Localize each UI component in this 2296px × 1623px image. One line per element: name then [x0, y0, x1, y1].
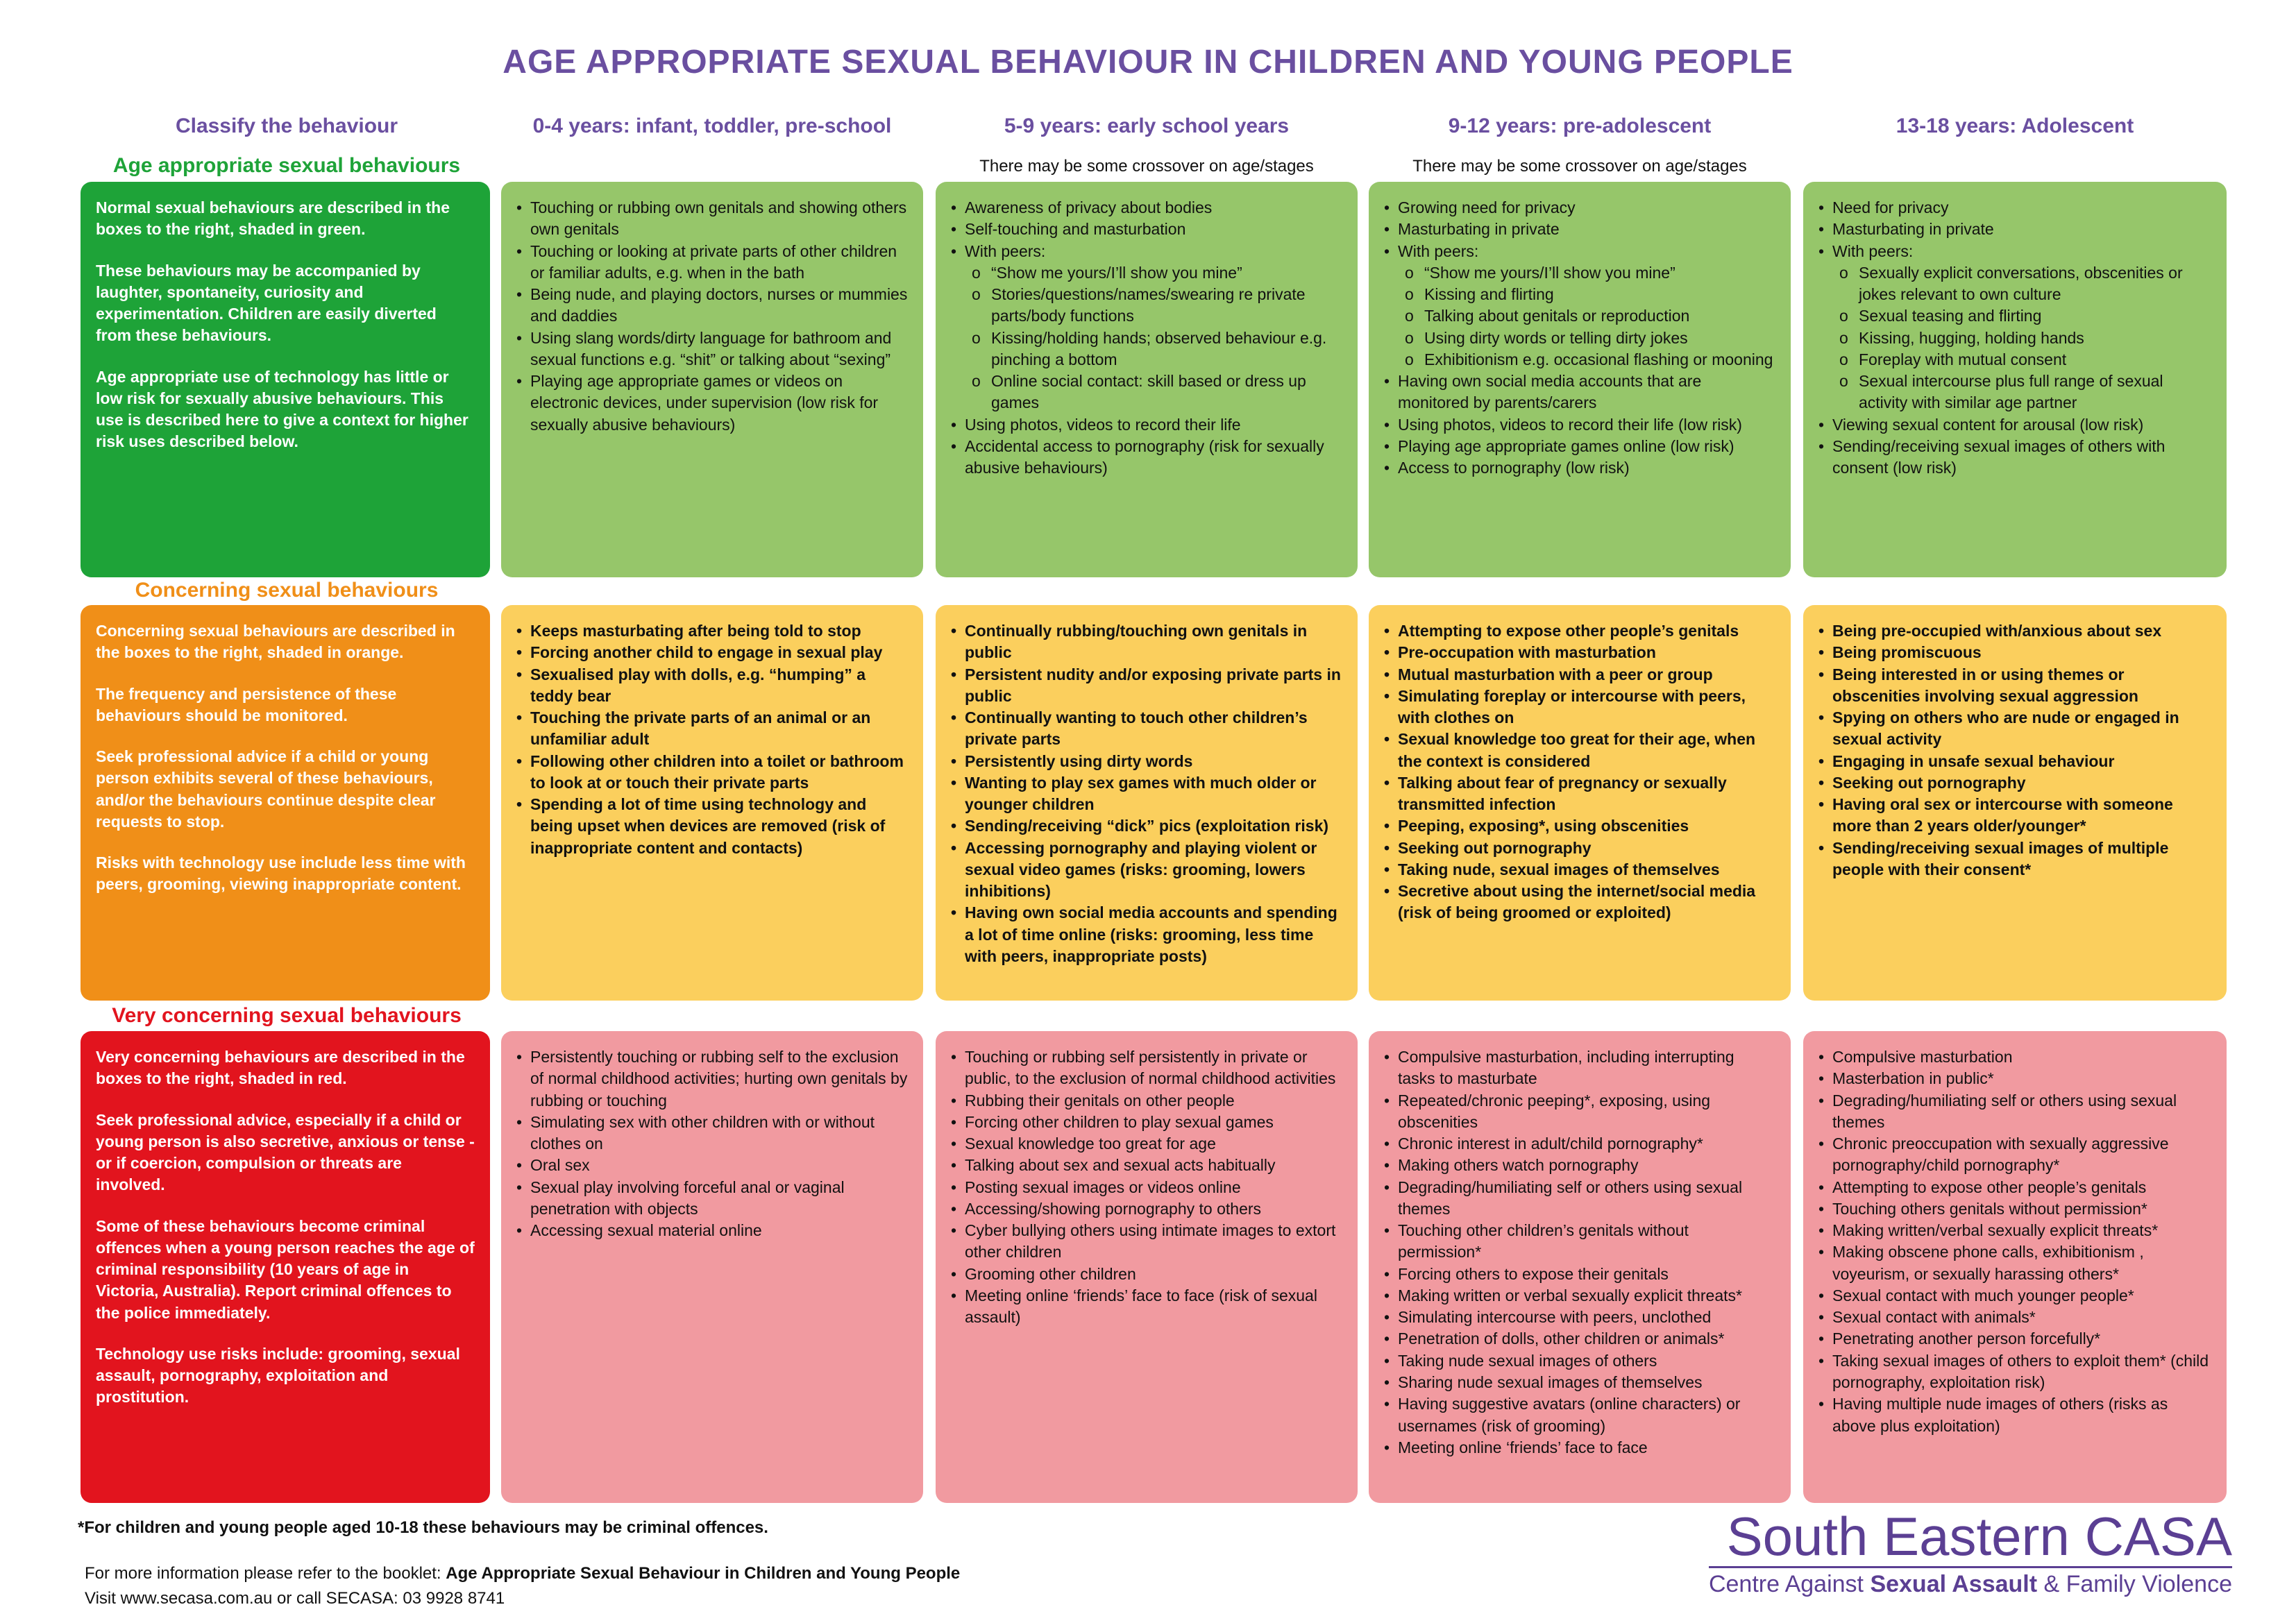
- list-item: • Persistently touching or rubbing self to the exclusion of normal childhood activities; hurting own genitals by rubbing or touching: [516, 1046, 908, 1112]
- list-item: • Sexual contact with animals*: [1818, 1307, 2211, 1328]
- footnote: *For children and young people aged 10-18 these behaviours may be criminal offences.: [78, 1518, 768, 1537]
- list-item: • Touching or rubbing self persistently in private or public, to the exclusion of normal childhood activities: [951, 1046, 1342, 1090]
- box-green-5-9: [936, 182, 1358, 577]
- box-red-0-4: [501, 1031, 923, 1503]
- list-item: • Having oral sex or intercourse with someone more than 2 years older/younger*: [1818, 794, 2211, 838]
- booklet-prefix: For more information please refer to the booklet:: [85, 1564, 446, 1583]
- box-red-9-12: [1369, 1031, 1791, 1503]
- list-item: • Making others watch pornography: [1384, 1155, 1775, 1176]
- list-item: • Being promiscuous: [1818, 642, 2211, 663]
- section-title-concerning: Concerning sexual behaviours: [135, 579, 439, 602]
- list-item: • Wanting to play sex games with much older or younger children: [951, 772, 1342, 816]
- list-item: • Pre-occupation with masturbation: [1384, 642, 1775, 663]
- secasa-logo: [1708, 1506, 2232, 1598]
- booklet-title: Age Appropriate Sexual Behaviour in Children and Young People: [446, 1564, 961, 1583]
- list-item: • Degrading/humiliating self or others using sexual themes: [1818, 1090, 2211, 1134]
- list-item: • Accidental access to pornography (risk for sexually abusive behaviours): [951, 436, 1342, 479]
- list-item: • Masturbating in private: [1384, 219, 1775, 240]
- list-item: • Oral sex: [516, 1155, 908, 1176]
- logo-tagline-suffix: & Family Violence: [2037, 1571, 2232, 1597]
- list-item: • With peers:: [1818, 241, 2211, 262]
- list-item: • Penetration of dolls, other children or animals*: [1384, 1328, 1775, 1350]
- list-item: • Sexual contact with much younger people*: [1818, 1285, 2211, 1307]
- list-item: • Meeting online ‘friends’ face to face (risk of sexual assault): [951, 1285, 1342, 1329]
- list-item: • Simulating foreplay or intercourse with peers, with clothes on: [1384, 686, 1775, 729]
- list-item: • Degrading/humiliating self or others using sexual themes: [1384, 1177, 1775, 1221]
- list-item: • Awareness of privacy about bodies: [951, 197, 1342, 219]
- list-item: • Meeting online ‘friends’ face to face: [1384, 1437, 1775, 1459]
- list-item: • Growing need for privacy: [1384, 197, 1775, 219]
- list-subitem: o Foreplay with mutual consent: [1818, 349, 2211, 371]
- list-item: • Having suggestive avatars (online characters) or usernames (risk of grooming): [1384, 1393, 1775, 1437]
- list-item: • Grooming other children: [951, 1264, 1342, 1285]
- list-item: • Taking sexual images of others to exploit them* (child pornography, exploitation risk): [1818, 1350, 2211, 1394]
- list-item: • Using slang words/dirty language for bathroom and sexual functions e.g. “shit” or talking about “sexing”: [516, 328, 908, 371]
- list-item: • Chronic preoccupation with sexually aggressive pornography/child pornography*: [1818, 1133, 2211, 1177]
- list-item: • Being interested in or using themes or obscenities involving sexual aggression: [1818, 664, 2211, 708]
- list-subitem: o Stories/questions/names/swearing re private parts/body functions: [951, 284, 1342, 328]
- list-item: • Being pre-occupied with/anxious about sex: [1818, 620, 2211, 642]
- list-item: • Chronic interest in adult/child pornography*: [1384, 1133, 1775, 1155]
- list-item: • Need for privacy: [1818, 197, 2211, 219]
- list-subitem: o Kissing and flirting: [1384, 284, 1775, 305]
- description-text: Very concerning behaviours are described in the boxes to the right, shaded in red.: [96, 1048, 465, 1088]
- list-item: • Continually wanting to touch other children’s private parts: [951, 707, 1342, 751]
- list-item: • Rubbing their genitals on other people: [951, 1090, 1342, 1112]
- list-item: • Posting sexual images or videos online: [951, 1177, 1342, 1198]
- box-green-0-4: [501, 182, 923, 577]
- description-text: Normal sexual behaviours are described in the boxes to the right, shaded in green.: [96, 198, 450, 239]
- list-item: • Compulsive masturbation, including interrupting tasks to masturbate: [1384, 1046, 1775, 1090]
- logo-tagline-bold: Sexual Assault: [1870, 1571, 2038, 1597]
- list-item: • Seeking out pornography: [1384, 838, 1775, 859]
- list-item: • Accessing/showing pornography to others: [951, 1198, 1342, 1220]
- section-title-very-concerning: Very concerning sexual behaviours: [112, 1004, 462, 1027]
- list-item: • Making obscene phone calls, exhibitionism , voyeurism, or sexually harassing others*: [1818, 1241, 2211, 1285]
- list-item: • Using photos, videos to record their life (low risk): [1384, 414, 1775, 436]
- logo-tagline-prefix: Centre Against: [1708, 1571, 1871, 1597]
- list-item: • Persistently using dirty words: [951, 751, 1342, 772]
- list-item: • Keeps masturbating after being told to stop: [516, 620, 908, 642]
- box-green-13-18: [1803, 182, 2227, 577]
- page-title: AGE APPROPRIATE SEXUAL BEHAVIOUR IN CHILDREN AND YOUNG PEOPLE: [503, 44, 1793, 80]
- list-item: • Simulating sex with other children with or without clothes on: [516, 1112, 908, 1155]
- description-text: Seek professional advice if a child or young person exhibits several of these behaviours, and/or the behaviours continue despite clear requests to stop.: [96, 747, 436, 831]
- list-item: • Persistent nudity and/or exposing private parts in public: [951, 664, 1342, 708]
- description-text: Concerning sexual behaviours are described in the boxes to the right, shaded in orange.: [96, 622, 455, 662]
- list-subitem: o Sexual intercourse plus full range of sexual activity with similar age partner: [1818, 371, 2211, 414]
- column-header-13-18: 13-18 years: Adolescent: [1896, 114, 2134, 137]
- list-subitem: o Online social contact: skill based or dress up games: [951, 371, 1342, 414]
- section-title-age-appropriate: Age appropriate sexual behaviours: [112, 154, 461, 177]
- list-item: • With peers:: [951, 241, 1342, 262]
- logo-name: South Eastern CASA: [1726, 1506, 2232, 1567]
- list-item: • Accessing sexual material online: [516, 1220, 908, 1241]
- column-header-9-12: 9-12 years: pre-adolescent: [1448, 114, 1712, 137]
- list-item: • Touching the private parts of an animal or an unfamiliar adult: [516, 707, 908, 751]
- list-item: • Talking about fear of pregnancy or sexually transmitted infection: [1384, 772, 1775, 816]
- list-item: • Mutual masturbation with a peer or group: [1384, 664, 1775, 686]
- list-item: • Being nude, and playing doctors, nurses or mummies and daddies: [516, 284, 908, 328]
- list-item: • Peeping, exposing*, using obscenities: [1384, 815, 1775, 837]
- list-item: • Engaging in unsafe sexual behaviour: [1818, 751, 2211, 772]
- list-item: • Spending a lot of time using technology and being upset when devices are removed (risk of inappropriate content and contacts): [516, 794, 908, 859]
- list-subitem: o “Show me yours/I’ll show you mine”: [951, 262, 1342, 284]
- list-item: • Spying on others who are nude or engaged in sexual activity: [1818, 707, 2211, 751]
- more-info: [85, 1561, 960, 1611]
- list-item: • Sharing nude sexual images of themselves: [1384, 1372, 1775, 1393]
- list-item: • Playing age appropriate games or videos on electronic devices, under supervision (low risk for sexually abusive behaviours): [516, 371, 908, 436]
- classify-box-age-appropriate: [81, 182, 490, 577]
- description-text: These behaviours may be accompanied by laughter, spontaneity, curiosity and experimentation. Children are easily diverted from these behaviours.: [96, 261, 437, 345]
- list-item: • Having own social media accounts and spending a lot of time online (risks: grooming, less time with peers, inappropriate posts): [951, 902, 1342, 967]
- column-header-classify: Classify the behaviour: [175, 114, 398, 137]
- list-item: • Seeking out pornography: [1818, 772, 2211, 794]
- list-subitem: o Kissing, hugging, holding hands: [1818, 328, 2211, 349]
- list-subitem: o “Show me yours/I’ll show you mine”: [1384, 262, 1775, 284]
- list-item: • Sending/receiving sexual images of others with consent (low risk): [1818, 436, 2211, 479]
- list-item: • Touching other children’s genitals without permission*: [1384, 1220, 1775, 1264]
- description-text: Risks with technology use include less time with peers, grooming, viewing inappropriate content.: [96, 853, 466, 894]
- classify-box-very-concerning: [81, 1031, 490, 1503]
- contact-info: Visit www.secasa.com.au or call SECASA: 03 9928 8741: [85, 1589, 505, 1608]
- list-item: • Penetrating another person forcefully*: [1818, 1328, 2211, 1350]
- description-text: Technology use risks include: grooming, sexual assault, pornography, exploitation and prostitution.: [96, 1344, 460, 1407]
- list-item: • Touching or rubbing own genitals and showing others own genitals: [516, 197, 908, 241]
- list-item: • Playing age appropriate games online (low risk): [1384, 436, 1775, 457]
- list-item: • Forcing other children to play sexual games: [951, 1112, 1342, 1133]
- crossover-note-5-9: There may be some crossover on age/stages: [979, 157, 1314, 176]
- list-item: • Sexual play involving forceful anal or vaginal penetration with objects: [516, 1177, 908, 1221]
- list-item: • Sending/receiving “dick” pics (exploitation risk): [951, 815, 1342, 837]
- list-item: • Sexualised play with dolls, e.g. “humping” a teddy bear: [516, 664, 908, 708]
- list-item: • Talking about sex and sexual acts habitually: [951, 1155, 1342, 1176]
- list-subitem: o Using dirty words or telling dirty jokes: [1384, 328, 1775, 349]
- list-item: • Taking nude sexual images of others: [1384, 1350, 1775, 1372]
- list-item: • Having multiple nude images of others (risks as above plus exploitation): [1818, 1393, 2211, 1437]
- column-header-5-9: 5-9 years: early school years: [1004, 114, 1290, 137]
- list-item: • Viewing sexual content for arousal (low risk): [1818, 414, 2211, 436]
- box-red-5-9: [936, 1031, 1358, 1503]
- list-item: • Masterbation in public*: [1818, 1068, 2211, 1089]
- list-item: • Forcing another child to engage in sexual play: [516, 642, 908, 663]
- list-item: • Taking nude, sexual images of themselves: [1384, 859, 1775, 881]
- list-subitem: o Talking about genitals or reproduction: [1384, 305, 1775, 327]
- list-item: • Forcing others to expose their genitals: [1384, 1264, 1775, 1285]
- list-item: • Sending/receiving sexual images of multiple people with their consent*: [1818, 838, 2211, 881]
- list-subitem: o Kissing/holding hands; observed behaviour e.g. pinching a bottom: [951, 328, 1342, 371]
- list-item: • Making written/verbal sexually explicit threats*: [1818, 1220, 2211, 1241]
- description-text: The frequency and persistence of these behaviours should be monitored.: [96, 684, 397, 724]
- list-item: • Cyber bullying others using intimate images to extort other children: [951, 1220, 1342, 1264]
- box-orange-9-12: [1369, 605, 1791, 1001]
- column-header-0-4: 0-4 years: infant, toddler, pre-school: [532, 114, 892, 137]
- list-item: • Compulsive masturbation: [1818, 1046, 2211, 1068]
- list-item: • Sexual knowledge too great for their age, when the context is considered: [1384, 729, 1775, 772]
- list-item: • Continually rubbing/touching own genitals in public: [951, 620, 1342, 664]
- list-item: • Self-touching and masturbation: [951, 219, 1342, 240]
- box-orange-5-9: [936, 605, 1358, 1001]
- description-text: Some of these behaviours become criminal offences when a young person reaches the age of criminal responsibility (10 years of age in Victoria, Australia). Report criminal offences to the police immediately.: [96, 1216, 475, 1322]
- list-item: • Using photos, videos to record their life: [951, 414, 1342, 436]
- box-green-9-12: [1369, 182, 1791, 577]
- list-item: • Sexual knowledge too great for age: [951, 1133, 1342, 1155]
- list-item: • Touching others genitals without permission*: [1818, 1198, 2211, 1220]
- list-item: • Attempting to expose other people’s genitals: [1384, 620, 1775, 642]
- list-subitem: o Sexually explicit conversations, obscenities or jokes relevant to own culture: [1818, 262, 2211, 306]
- list-subitem: o Exhibitionism e.g. occasional flashing or mooning: [1384, 349, 1775, 371]
- list-item: • Masturbating in private: [1818, 219, 2211, 240]
- list-item: • Making written or verbal sexually explicit threats*: [1384, 1285, 1775, 1307]
- box-red-13-18: [1803, 1031, 2227, 1503]
- box-orange-0-4: [501, 605, 923, 1001]
- logo-tagline: [1709, 1566, 2232, 1598]
- list-item: • Access to pornography (low risk): [1384, 457, 1775, 479]
- crossover-note-9-12: There may be some crossover on age/stages: [1412, 157, 1747, 176]
- list-item: • Repeated/chronic peeping*, exposing, using obscenities: [1384, 1090, 1775, 1134]
- list-item: • Touching or looking at private parts of other children or familiar adults, e.g. when in the bath: [516, 241, 908, 284]
- list-item: • Following other children into a toilet or bathroom to look at or touch their private parts: [516, 751, 908, 794]
- list-subitem: o Sexual teasing and flirting: [1818, 305, 2211, 327]
- description-text: Age appropriate use of technology has little or low risk for sexually abusive behaviours. This use is described here to give a context for higher risk uses described below.: [96, 367, 469, 451]
- booklet-reference: [85, 1561, 960, 1586]
- box-orange-13-18: [1803, 605, 2227, 1001]
- list-item: • Having own social media accounts that are monitored by parents/carers: [1384, 371, 1775, 414]
- list-item: • Simulating intercourse with peers, unclothed: [1384, 1307, 1775, 1328]
- classify-box-concerning: [81, 605, 490, 1001]
- description-text: Seek professional advice, especially if a child or young person is also secretive, anxious or tense - or if coercion, compulsion or threats are involved.: [96, 1110, 475, 1194]
- list-item: • Accessing pornography and playing violent or sexual video games (risks: grooming, lowers inhibitions): [951, 838, 1342, 903]
- list-item: • Attempting to expose other people’s genitals: [1818, 1177, 2211, 1198]
- list-item: • Secretive about using the internet/social media (risk of being groomed or exploited): [1384, 881, 1775, 924]
- list-item: • With peers:: [1384, 241, 1775, 262]
